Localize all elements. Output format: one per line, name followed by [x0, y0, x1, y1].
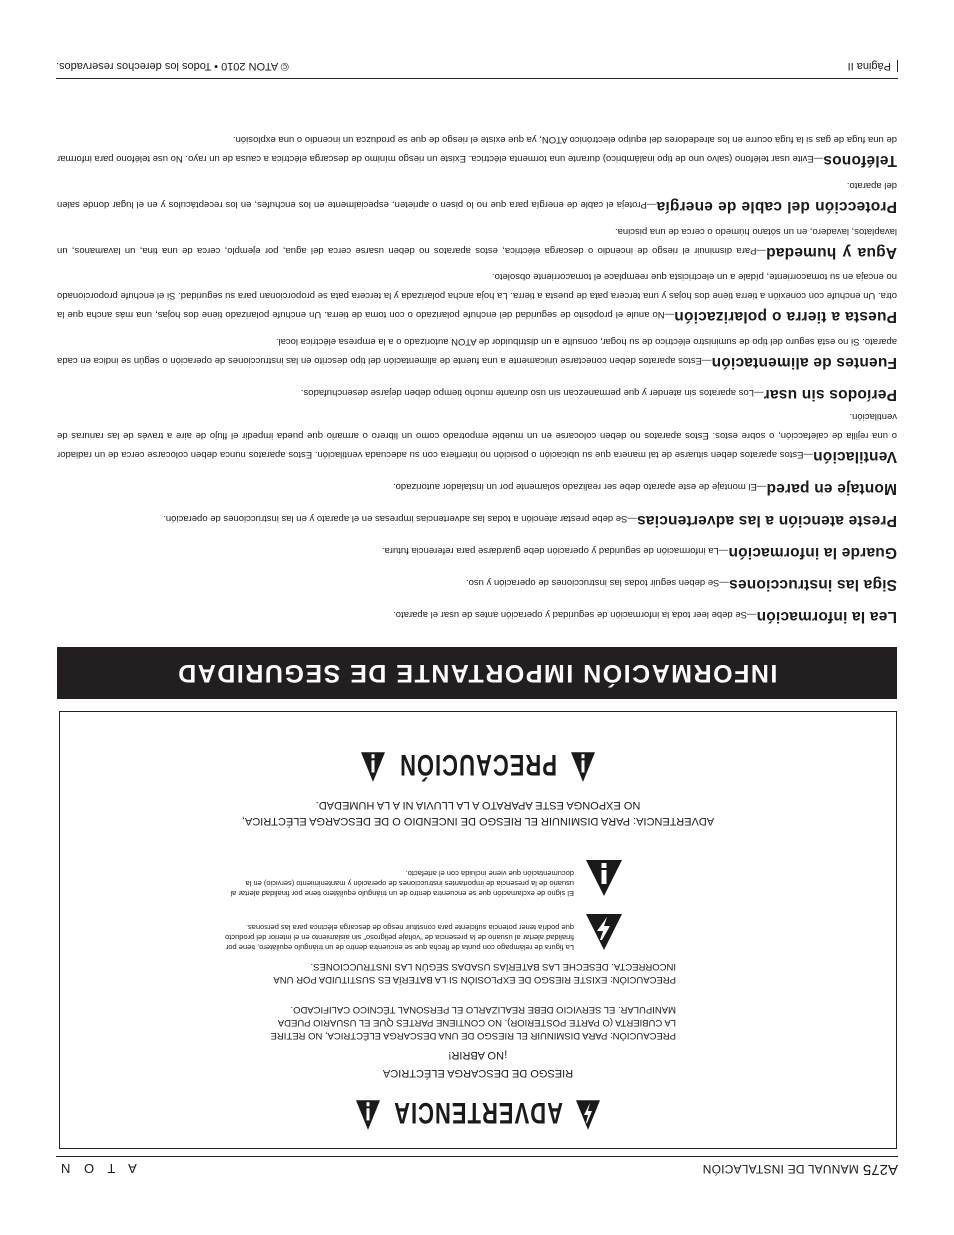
caution-heading — [60, 743, 896, 784]
warning-heading — [60, 1091, 896, 1132]
entry-body: —Proteja el cable de energía para que no lo pisen o aprieten, especialmente en los enchufes, en los receptáculos y en el lugar donde salen del aparato. — [57, 180, 897, 210]
entry-wall-mounting — [57, 478, 897, 497]
entry-read-information — [57, 606, 897, 625]
lightning-symbol-row — [184, 908, 624, 952]
exclamation-icon — [360, 743, 386, 784]
lightning-symbol-text: La figura de relámpago con punta de flecha que se encuentra dentro de un triángulo equilátero, tiene por finalidad alertar al usuario de la presencia de “voltaje peligroso” sin aislamiento en el interior del producto que podría tener potencia suficiente para constituir riesgo de descarga eléctrica para las personas. — [225, 923, 574, 952]
entry-body: —Para disminuir el riesgo de incendio o descarga eléctrica, estos aparatos no deben usarse cerca del agua, por ejemplo, cerca de una tina, un lavamanos, un lavaplatos, lavadero, en un sótano húmedo o cerca de una piscina. — [57, 226, 897, 256]
warning-box — [59, 711, 897, 1149]
entry-title: Protección del cable de energía — [656, 198, 897, 215]
exclamation-symbol-text: El signo de exclamación que se encuentra dentro de un triángulo equilátero tiene por finalidad alertar al usuario de la presencia de importantes instrucciones de operación y mantenimiento (servicio) en la documentación que viene incluida con el artefacto. — [230, 869, 574, 898]
entry-title: Fuentes de alimentación — [711, 354, 897, 371]
entry-title: Preste atención a las advertencias — [636, 512, 897, 529]
entry-title: Montaje en pared — [766, 480, 897, 497]
exclamation-icon — [570, 743, 596, 784]
entry-unused-periods — [57, 384, 897, 403]
entry-body: —Estos aparatos deben situarse de tal manera que su ubicación o posición no interfiera con su adecuada ventilación. Estos aparatos nunca deben colocarse cerca de un radiador o una rejilla de calefacción, o sobre estos. Estos aparatos no deben colocarse en un mueble empotrado como un librero o armario que pueda impedir el flujo de aire a través de las ranuras de ventilación. — [57, 411, 897, 460]
entry-body: —Evite usar teléfono (salvo uno de tipo inalámbrico) durante una tormenta eléctrica. Existe un riesgo mínimo de descarga eléctrica a causa de un rayo. No use teléfono para informar de una fuga de gas si la fuga ocurre en los alrededores del equipo electrónico ATON, ya que existe el riesgo de que se produzca un incendio o una explosión. — [57, 134, 897, 164]
entry-title: Teléfonos — [823, 152, 897, 169]
entry-body: —Se deben seguir todas las instrucciones de operación y uso. — [465, 577, 729, 588]
entry-title: Lea la información — [756, 608, 897, 625]
entry-ventilation — [57, 408, 897, 465]
model-number: A275 — [862, 1161, 898, 1178]
entry-body: —No anule el propósito de seguridad del enchufe polarizado o con toma de tierra. Un enchufe polarizado tiene dos hojas, una más ancha que la otra. Un enchufe con conexión a tierra tiene dos hojas y una tercera pata de puesta a tierra. La hoja ancha polarizada y la tercera pata se proporcionan para su seguridad. Si el enchufe proporcionado no encaja en su tomacorriente, pídale a un electricista que reemplace el tomacorriente obsoleto. — [57, 271, 897, 320]
brand-name: A T O N — [56, 1161, 137, 1176]
exclamation-icon — [355, 1091, 381, 1132]
warning-title: ADVERTENCIA — [393, 1096, 563, 1131]
entry-title: Ventilación — [812, 448, 897, 465]
moisture-warning-line2: NO EXPONGA ESTE APARATO A LA LLUVIA NI A LA HUMEDAD. — [315, 799, 641, 811]
header-model — [703, 1161, 898, 1178]
shock-risk-text: RIESGO DE DESCARGA ELÉCTRICA — [382, 1067, 574, 1079]
page-footer — [56, 52, 898, 79]
exclamation-symbol-row — [184, 854, 624, 898]
entry-grounding — [57, 268, 897, 325]
entry-body: —La información de seguridad y operación debe guardarse para referencia futura. — [381, 545, 729, 556]
entry-power-cord — [57, 177, 897, 215]
entry-follow-instructions — [57, 574, 897, 593]
entry-heed-warnings — [57, 510, 897, 529]
entry-body: —Se debe leer toda la información de seguridad y operación antes de usar el aparato. — [393, 609, 757, 620]
lightning-icon — [584, 907, 624, 952]
entry-title: Períodos sin usar — [763, 386, 897, 403]
exclamation-icon — [584, 853, 624, 898]
caution-title: PRECAUCIÓN — [399, 748, 557, 783]
entry-power-sources — [57, 333, 897, 371]
manual-label: MANUAL DE INSTALACIÓN — [702, 1162, 859, 1176]
entry-body: —Se debe prestar atención a todas las advertencias impresas en el aparato y en las instrucciones de operación. — [163, 513, 637, 524]
lightning-icon — [575, 1091, 601, 1132]
copyright-text: © ATON 2010 • Todos los derechos reservados. — [56, 60, 289, 72]
entry-body: —El montaje de este aparato debe ser realizado solamente por un instalador autorizado. — [392, 481, 767, 492]
entry-title: Guarde la información — [728, 544, 897, 561]
entry-keep-information — [57, 542, 897, 561]
entry-title: Agua y humedad — [765, 244, 897, 261]
entry-body: —Estos aparatos deben conectarse únicamente a una fuente de alimentación del tipo descrito en las instrucciones de operación o según se indica en cada aparato. Si no está seguro del tipo de suministro eléctrico de su hogar, consulte a un distribuidor de ATON autorizado o a la empresa eléctrica local. — [57, 336, 897, 366]
entry-telephones — [57, 131, 897, 169]
page-number: Página II — [848, 60, 898, 72]
entry-body: —Los aparatos sin atender y que permanezcan sin uso durante mucho tiempo deben dejarse desenchufados. — [300, 387, 764, 398]
caution-cover-text: PRECAUCIÓN: PARA DISMINUIR EL RIESGO DE UNA DESCARGA ELÉCTRICA, NO RETIRE LA CUBIERTA (O PARTE POSTERIOR). NO CONTIENE PARTES QUE EL USUARIO PUEDA MANIPULAR. EL SERVICIO DEBE REALIZARLO EL PERSONAL TÉCNICO CALIFICADO. — [270, 1004, 676, 1041]
safety-title-band: INFORMACIÓN IMPORTANTE DE SEGURIDAD — [57, 647, 897, 699]
entry-water-moisture — [57, 223, 897, 261]
entry-title: Siga las instrucciones — [728, 576, 897, 593]
do-not-open-text: ¡NO ABRIR! — [448, 1049, 508, 1061]
page-header — [56, 1156, 898, 1183]
entry-title: Puesta a tierra o polarización — [674, 308, 897, 325]
caution-battery-text: PRECAUCIÓN: EXISTE RIESGO DE EXPLOSIÓN SI LA BATERÍA ES SUSTITUIDA POR UNA INCORRECTA. DESECHE LAS BATERÍAS USADAS SEGÚN LAS INSTRUCCIONES. — [273, 961, 676, 985]
moisture-warning-line1: ADVERTENCIA: PARA DISMINUIR EL RIESGO DE INCENDIO O DE DESCARGA ELÉCTRICA, — [241, 815, 715, 827]
